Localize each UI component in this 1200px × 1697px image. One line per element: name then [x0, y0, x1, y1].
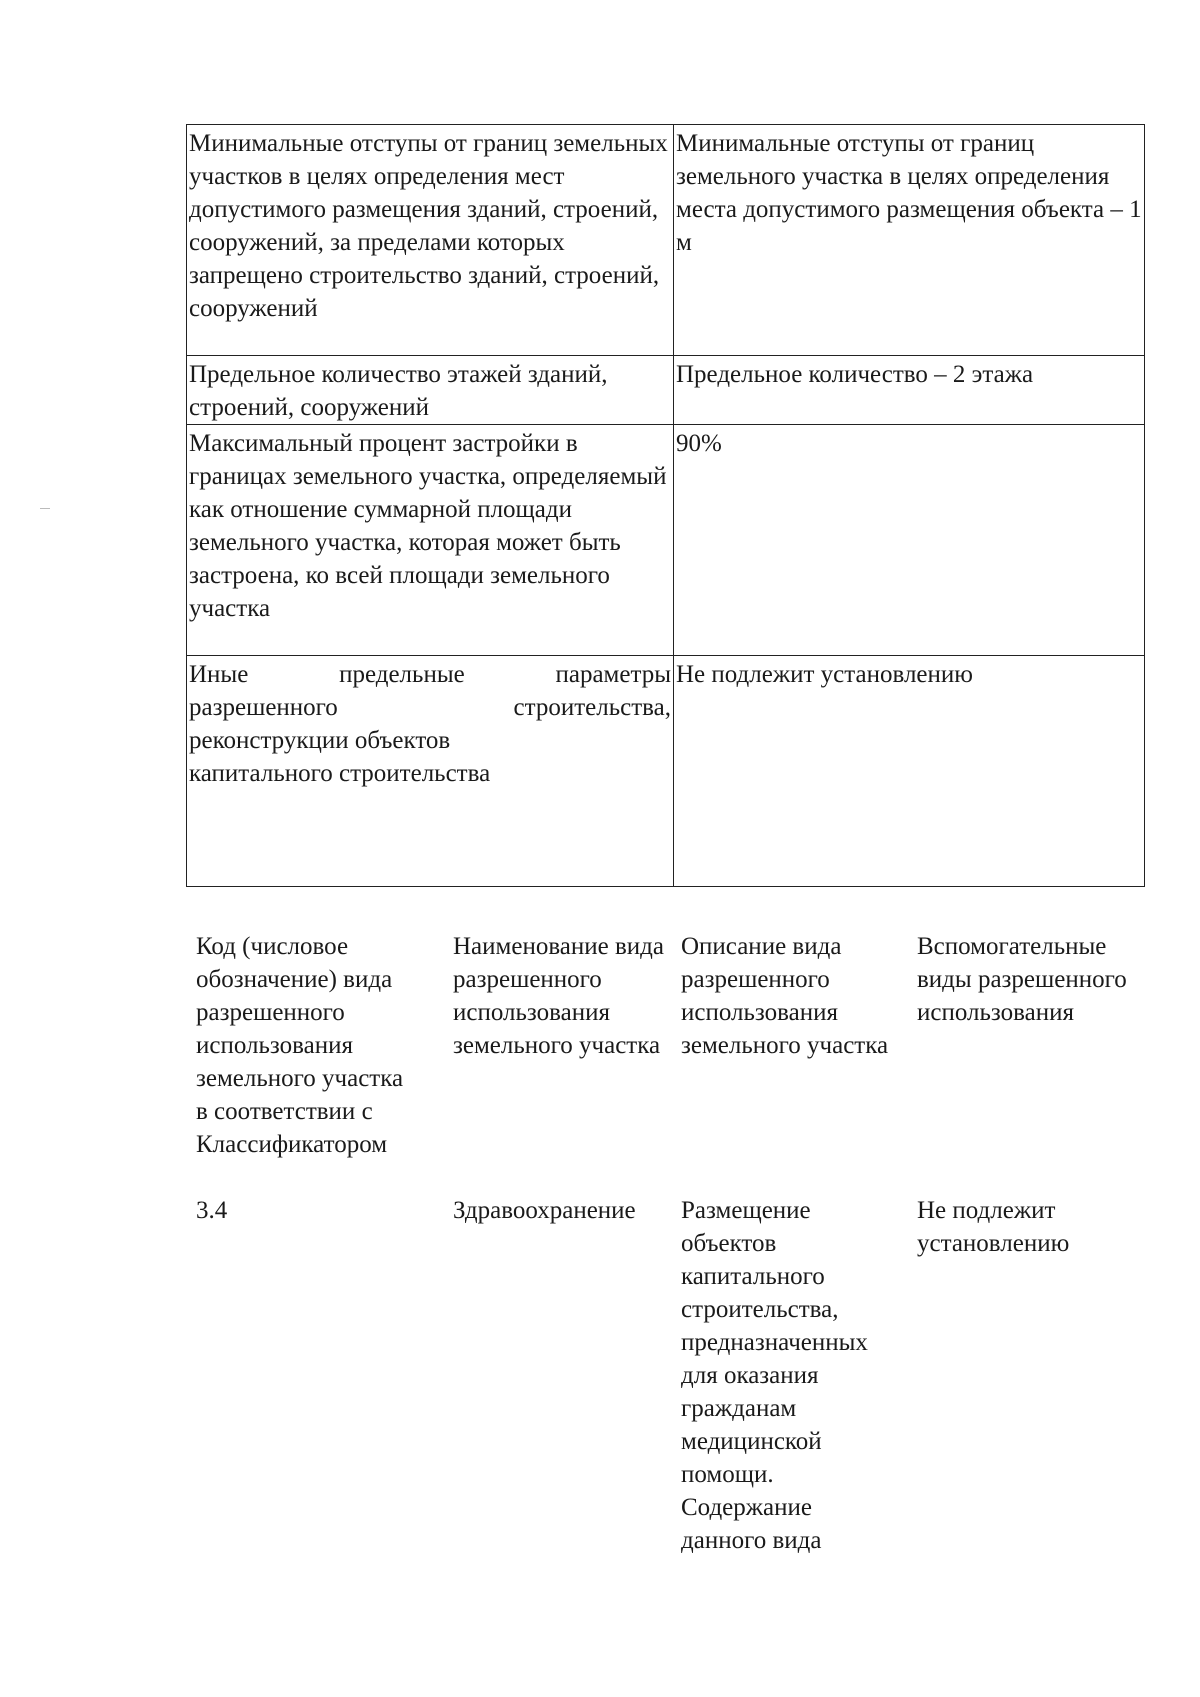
header-description: Описание вида разрешенного использования земельного участка: [681, 933, 889, 1059]
cell-line: Иные предельные параметры: [189, 661, 671, 688]
land-use-table: [190, 930, 1150, 1557]
table-cell: Максимальный процент застройки в границах земельного участка, определяемый как отношение суммарной площади земельного участка, которая может быть застроена, ко всей площади земельного участка: [187, 425, 674, 656]
table-row: [187, 425, 1145, 656]
header-auxiliary: Вспомогательные виды разрешенного использования: [917, 933, 1127, 1026]
table-cell: Минимальные отступы от границ земельного участка в целях определения места допустимого размещения объекта – 1 м: [674, 125, 1145, 356]
table-cell: Предельное количество – 2 этажа: [674, 356, 1145, 425]
table-row: [187, 125, 1145, 356]
cell-line: разрешенного строительства,: [189, 694, 671, 721]
table-row: [190, 1194, 1150, 1557]
table-cell: Предельное количество этажей зданий, строений, сооружений: [187, 356, 674, 425]
cell-line: реконструкции объектов: [189, 727, 451, 754]
header-code: Код (числовое обозначение) вида разрешенного использования земельного участка в соответствии с Классификатором: [196, 933, 404, 1158]
table-cell: Минимальные отступы от границ земельных участков в целях определения мест допустимого размещения зданий, строений, сооружений, за пределами которых запрещено строительство зданий, строений, сооружений: [187, 125, 674, 356]
cell-code: 3.4: [196, 1197, 228, 1224]
cell-name: Здравоохранение: [453, 1197, 636, 1224]
cell-auxiliary: Не подлежит установлению: [917, 1197, 1070, 1257]
table-row: [187, 356, 1145, 425]
header-name: Наименование вида разрешенного использования земельного участка: [453, 933, 664, 1059]
table-cell: 90%: [674, 425, 1145, 656]
margin-mark: [40, 508, 50, 509]
table-header-row: [190, 930, 1150, 1194]
cell-description: Размещение объектов капитального строительства, предназначенных для оказания гражданам медицинской помощи. Содержание данного вида: [681, 1197, 868, 1554]
table-cell: [187, 656, 674, 887]
table-row: [187, 656, 1145, 887]
cell-line: капитального строительства: [189, 760, 491, 787]
table-cell: Не подлежит установлению: [674, 656, 1145, 887]
parameters-table: [186, 124, 1145, 887]
